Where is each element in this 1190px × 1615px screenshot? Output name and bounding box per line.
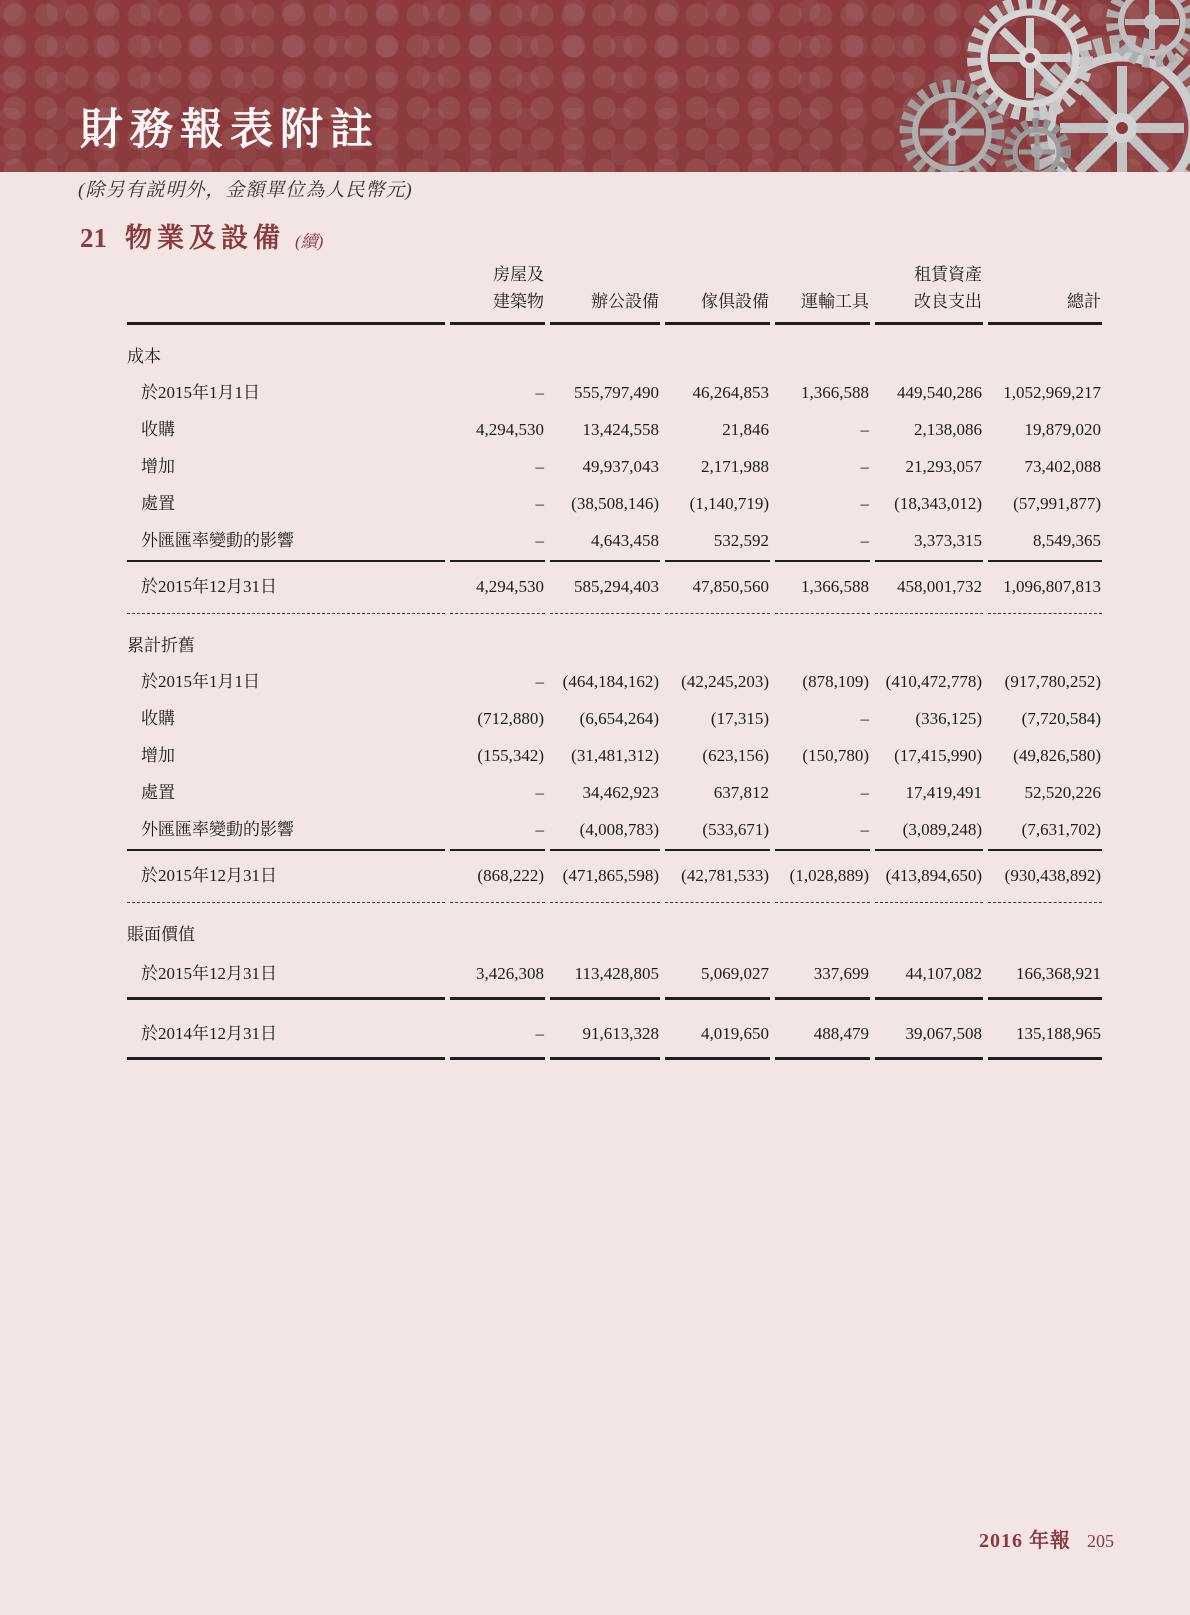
row-label: 於2015年12月31日: [127, 849, 445, 903]
cell-value: (1,140,719): [689, 494, 769, 513]
cell-value: (868,222): [450, 849, 545, 903]
row-label: 於2015年12月31日: [127, 953, 445, 1000]
cell-value: (878,109): [802, 672, 869, 691]
footer-report-label: 2016 年報: [979, 1530, 1071, 1552]
cell-value: (49,826,580): [1013, 746, 1101, 765]
cell-value: (4,008,783): [579, 820, 659, 839]
table-row: [127, 560, 1102, 614]
cell-value: 1,052,969,217: [1003, 383, 1101, 402]
table-row: [127, 375, 1102, 412]
cell-value: (150,780): [802, 746, 869, 765]
cell-value: (623,156): [702, 746, 769, 765]
cell-value: (464,184,162): [562, 672, 659, 691]
row-label: 於2014年12月31日: [127, 1000, 445, 1060]
gears-icon: [880, 0, 1190, 172]
cell-value: (42,245,203): [681, 672, 769, 691]
row-label: 於2015年1月1日: [141, 383, 260, 402]
cell-value: 21,846: [722, 420, 769, 439]
column-header: [988, 254, 1102, 289]
cell-value: 585,294,403: [550, 560, 660, 614]
cell-value: (1,028,889): [775, 849, 870, 903]
table-row: [127, 775, 1102, 812]
cell-value: (18,343,012): [894, 494, 982, 513]
table-row: [127, 1000, 1102, 1060]
page-title: 財務報表附註: [80, 107, 380, 154]
column-header: 建築物: [450, 289, 545, 325]
cell-value: (7,631,702): [1021, 820, 1101, 839]
section-number: 21: [80, 223, 107, 253]
table-row: [127, 412, 1102, 449]
row-label: 增加: [141, 457, 175, 476]
row-label: 於2015年1月1日: [141, 672, 260, 691]
row-label: 處置: [141, 494, 175, 513]
page-footer: [979, 1524, 1114, 1553]
cell-value: 17,419,491: [905, 783, 982, 802]
cell-value: (930,438,892): [988, 849, 1102, 903]
cell-value: 555,797,490: [574, 383, 659, 402]
cell-value: 91,613,328: [550, 1000, 660, 1060]
row-label: 收購: [141, 709, 175, 728]
column-header: 傢俱設備: [665, 289, 770, 325]
cell-value: (712,880): [477, 709, 544, 728]
row-label: 外匯匯率變動的影響: [141, 820, 294, 839]
row-label: 收購: [141, 420, 175, 439]
header-spacer: [127, 289, 445, 325]
section-label: 成本: [127, 347, 161, 366]
cell-value: (57,991,877): [1013, 494, 1101, 513]
cell-value: 49,937,043: [582, 457, 659, 476]
cell-value: (471,865,598): [550, 849, 660, 903]
currency-note: (除另有説明外，金額單位為人民幣元): [78, 180, 413, 201]
section-label: 賬面價值: [127, 925, 195, 944]
row-label: 增加: [141, 746, 175, 765]
section-heading: [80, 216, 323, 255]
table-body: [127, 325, 1102, 1060]
cell-value: (38,508,146): [571, 494, 659, 513]
cell-value: –: [535, 494, 544, 513]
cell-value: 4,019,650: [665, 1000, 770, 1060]
cell-value: (17,415,990): [894, 746, 982, 765]
column-header: 房屋及: [493, 265, 544, 284]
cell-value: –: [860, 531, 869, 550]
cell-value: 532,592: [713, 531, 769, 550]
cell-value: –: [860, 494, 869, 513]
section-title: 物業及設備: [125, 223, 285, 253]
cell-value: 1,366,588: [775, 560, 870, 614]
column-header: [550, 254, 660, 289]
cell-value: (533,671): [702, 820, 769, 839]
cell-value: 73,402,088: [1024, 457, 1101, 476]
cell-value: 1,366,588: [801, 383, 869, 402]
cell-value: –: [535, 820, 544, 839]
table-row: [127, 523, 1102, 560]
row-label: 外匯匯率變動的影響: [141, 531, 294, 550]
cell-value: 449,540,286: [897, 383, 982, 402]
table-row: [127, 664, 1102, 701]
cell-value: –: [860, 420, 869, 439]
cell-value: (410,472,778): [885, 672, 982, 691]
cell-value: 46,264,853: [692, 383, 769, 402]
column-header: 總計: [988, 289, 1102, 325]
property-equipment-table: [122, 254, 1107, 1060]
cell-value: 488,479: [775, 1000, 870, 1060]
cell-value: (917,780,252): [1004, 672, 1101, 691]
cell-value: (3,089,248): [902, 820, 982, 839]
cell-value: (6,654,264): [579, 709, 659, 728]
header-spacer: [127, 254, 445, 289]
page-header-banner: [0, 0, 1190, 172]
cell-value: 39,067,508: [875, 1000, 983, 1060]
cell-value: 13,424,558: [582, 420, 659, 439]
column-header: [665, 254, 770, 289]
cell-value: 4,294,530: [450, 560, 545, 614]
cell-value: 21,293,057: [905, 457, 982, 476]
cell-value: 166,368,921: [988, 953, 1102, 1000]
cell-value: 8,549,365: [1033, 531, 1101, 550]
row-label: 處置: [141, 783, 175, 802]
column-header: 改良支出: [875, 289, 983, 325]
cell-value: –: [535, 383, 544, 402]
cell-value: –: [535, 457, 544, 476]
cell-value: 3,373,315: [914, 531, 982, 550]
table-row: [127, 449, 1102, 486]
row-label: 於2015年12月31日: [127, 560, 445, 614]
cell-value: 637,812: [713, 783, 769, 802]
table-row: [127, 486, 1102, 523]
cell-value: –: [450, 1000, 545, 1060]
cell-value: –: [535, 672, 544, 691]
section-label: 累計折舊: [127, 636, 195, 655]
column-header: 辦公設備: [550, 289, 660, 325]
column-header: [775, 254, 870, 289]
cell-value: (17,315): [710, 709, 769, 728]
cell-value: –: [860, 820, 869, 839]
cell-value: (413,894,650): [875, 849, 983, 903]
cell-value: 52,520,226: [1024, 783, 1101, 802]
table-row: [127, 849, 1102, 903]
cell-value: (42,781,533): [665, 849, 770, 903]
column-header: 運輸工具: [775, 289, 870, 325]
cell-value: 458,001,732: [875, 560, 983, 614]
cell-value: –: [860, 783, 869, 802]
cell-value: 5,069,027: [665, 953, 770, 1000]
cell-value: (31,481,312): [571, 746, 659, 765]
cell-value: –: [535, 783, 544, 802]
cell-value: 113,428,805: [550, 953, 660, 1000]
cell-value: 1,096,807,813: [988, 560, 1102, 614]
cell-value: 19,879,020: [1024, 420, 1101, 439]
page-number: 205: [1087, 1531, 1114, 1551]
column-header: 租賃資產: [914, 265, 982, 284]
cell-value: 44,107,082: [875, 953, 983, 1000]
cell-value: 2,138,086: [914, 420, 982, 439]
cell-value: 337,699: [775, 953, 870, 1000]
cell-value: (155,342): [477, 746, 544, 765]
cell-value: 47,850,560: [665, 560, 770, 614]
cell-value: 2,171,988: [701, 457, 769, 476]
cell-value: 34,462,923: [582, 783, 659, 802]
table-row: [127, 812, 1102, 849]
cell-value: –: [860, 457, 869, 476]
property-equipment-table-wrap: [122, 254, 1107, 1060]
table-row: [127, 738, 1102, 775]
table-header: [127, 254, 1102, 325]
cell-value: 135,188,965: [988, 1000, 1102, 1060]
table-row: [127, 701, 1102, 738]
table-row: [127, 953, 1102, 1000]
section-continued-note: (續): [295, 232, 324, 251]
cell-value: –: [535, 531, 544, 550]
cell-value: (7,720,584): [1021, 709, 1101, 728]
cell-value: 4,643,458: [591, 531, 659, 550]
cell-value: –: [860, 709, 869, 728]
cell-value: 4,294,530: [476, 420, 544, 439]
cell-value: 3,426,308: [450, 953, 545, 1000]
cell-value: (336,125): [915, 709, 982, 728]
